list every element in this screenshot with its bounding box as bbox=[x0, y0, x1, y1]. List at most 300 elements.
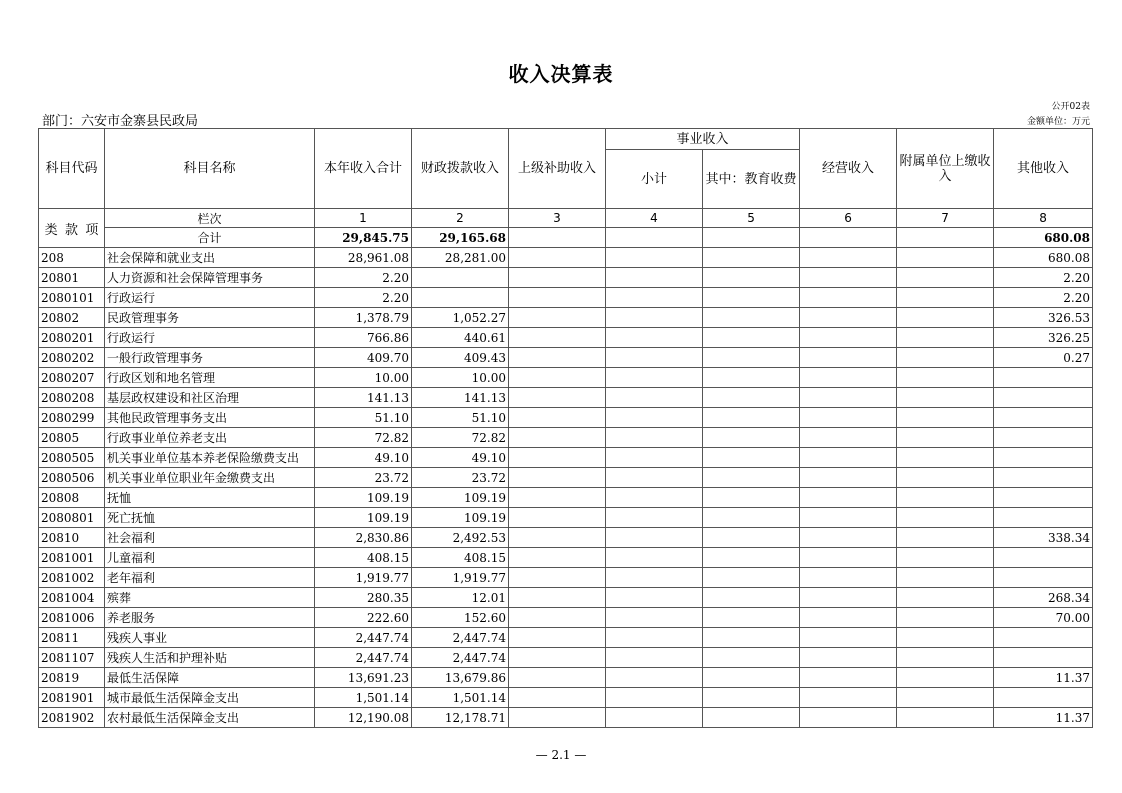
other-income-value bbox=[994, 648, 1093, 668]
empty-cell bbox=[800, 328, 897, 348]
total-income-value: 10.00 bbox=[315, 368, 412, 388]
subject-name: 行政事业单位养老支出 bbox=[105, 428, 315, 448]
other-income-value bbox=[994, 448, 1093, 468]
subject-name: 行政运行 bbox=[105, 288, 315, 308]
empty-cell bbox=[606, 328, 703, 348]
table-row bbox=[39, 468, 1093, 488]
subject-code: 20802 bbox=[39, 308, 105, 328]
total-income-value: 408.15 bbox=[315, 548, 412, 568]
empty-cell bbox=[606, 708, 703, 728]
fiscal-value: 2,447.74 bbox=[412, 648, 509, 668]
subject-name: 基层政权建设和社区治理 bbox=[105, 388, 315, 408]
empty-cell bbox=[703, 448, 800, 468]
subject-code: 2080101 bbox=[39, 288, 105, 308]
empty-cell bbox=[606, 248, 703, 268]
subject-name: 死亡抚恤 bbox=[105, 508, 315, 528]
empty-cell bbox=[703, 368, 800, 388]
empty-cell bbox=[897, 288, 994, 308]
fiscal-value: 49.10 bbox=[412, 448, 509, 468]
table-row bbox=[39, 628, 1093, 648]
lei-label: 类 bbox=[44, 222, 58, 238]
empty-cell bbox=[897, 348, 994, 368]
header-operating: 经营收入 bbox=[800, 129, 897, 209]
subject-code: 2080299 bbox=[39, 408, 105, 428]
fiscal-value: 109.19 bbox=[412, 488, 509, 508]
empty-cell bbox=[606, 368, 703, 388]
total-income-value: 109.19 bbox=[315, 508, 412, 528]
col-number: 2 bbox=[412, 209, 509, 228]
empty-cell bbox=[800, 588, 897, 608]
empty-cell bbox=[703, 588, 800, 608]
subject-code: 2080506 bbox=[39, 468, 105, 488]
subject-code: 2081902 bbox=[39, 708, 105, 728]
lei-kuan-xiang-cell bbox=[39, 209, 105, 248]
subject-name: 城市最低生活保障金支出 bbox=[105, 688, 315, 708]
header-total-income: 本年收入合计 bbox=[315, 129, 412, 209]
income-table bbox=[38, 128, 1093, 728]
empty-cell bbox=[606, 308, 703, 328]
empty-cell bbox=[606, 228, 703, 248]
empty-cell bbox=[509, 468, 606, 488]
col-number: 4 bbox=[606, 209, 703, 228]
empty-cell bbox=[800, 448, 897, 468]
other-income-value: 70.00 bbox=[994, 608, 1093, 628]
other-income-value bbox=[994, 548, 1093, 568]
empty-cell bbox=[800, 708, 897, 728]
total-income-value: 29,845.75 bbox=[315, 228, 412, 248]
col-number: 8 bbox=[994, 209, 1093, 228]
fiscal-value: 23.72 bbox=[412, 468, 509, 488]
table-row bbox=[39, 588, 1093, 608]
table-code: 公开02表 bbox=[1051, 102, 1090, 112]
table-row bbox=[39, 248, 1093, 268]
empty-cell bbox=[606, 628, 703, 648]
subject-name: 社会福利 bbox=[105, 528, 315, 548]
subject-code: 2081901 bbox=[39, 688, 105, 708]
empty-cell bbox=[703, 428, 800, 448]
table-row bbox=[39, 288, 1093, 308]
col-number: 7 bbox=[897, 209, 994, 228]
empty-cell bbox=[800, 648, 897, 668]
empty-cell bbox=[897, 328, 994, 348]
empty-cell bbox=[800, 468, 897, 488]
empty-cell bbox=[703, 548, 800, 568]
table-row bbox=[39, 688, 1093, 708]
fiscal-value: 2,447.74 bbox=[412, 628, 509, 648]
empty-cell bbox=[606, 448, 703, 468]
empty-cell bbox=[897, 528, 994, 548]
total-fiscal-value: 29,165.68 bbox=[412, 228, 509, 248]
empty-cell bbox=[800, 228, 897, 248]
empty-cell bbox=[509, 648, 606, 668]
empty-cell bbox=[800, 528, 897, 548]
empty-cell bbox=[800, 408, 897, 428]
empty-cell bbox=[897, 408, 994, 428]
total-income-value: 2,447.74 bbox=[315, 628, 412, 648]
empty-cell bbox=[606, 548, 703, 568]
lanci-label: 栏次 bbox=[105, 209, 315, 228]
subject-name: 一般行政管理事务 bbox=[105, 348, 315, 368]
total-income-value: 72.82 bbox=[315, 428, 412, 448]
other-income-value: 11.37 bbox=[994, 708, 1093, 728]
empty-cell bbox=[703, 268, 800, 288]
empty-cell bbox=[509, 588, 606, 608]
empty-cell bbox=[606, 528, 703, 548]
empty-cell bbox=[509, 268, 606, 288]
col-number: 1 bbox=[315, 209, 412, 228]
empty-cell bbox=[703, 528, 800, 548]
total-income-value: 12,190.08 bbox=[315, 708, 412, 728]
subject-name: 人力资源和社会保障管理事务 bbox=[105, 268, 315, 288]
empty-cell bbox=[509, 568, 606, 588]
subject-name: 殡葬 bbox=[105, 588, 315, 608]
empty-cell bbox=[800, 348, 897, 368]
subject-name: 行政运行 bbox=[105, 328, 315, 348]
empty-cell bbox=[897, 388, 994, 408]
empty-cell bbox=[703, 248, 800, 268]
total-income-value: 28,961.08 bbox=[315, 248, 412, 268]
empty-cell bbox=[897, 648, 994, 668]
empty-cell bbox=[606, 388, 703, 408]
subject-name: 社会保障和就业支出 bbox=[105, 248, 315, 268]
empty-cell bbox=[800, 388, 897, 408]
total-income-value: 766.86 bbox=[315, 328, 412, 348]
empty-cell bbox=[897, 628, 994, 648]
empty-cell bbox=[897, 508, 994, 528]
empty-cell bbox=[897, 428, 994, 448]
other-income-value: 268.34 bbox=[994, 588, 1093, 608]
total-income-value: 2,830.86 bbox=[315, 528, 412, 548]
empty-cell bbox=[800, 548, 897, 568]
empty-cell bbox=[800, 368, 897, 388]
empty-cell bbox=[509, 308, 606, 328]
empty-cell bbox=[703, 688, 800, 708]
empty-cell bbox=[509, 408, 606, 428]
header-subtotal: 小计 bbox=[606, 150, 703, 209]
empty-cell bbox=[897, 248, 994, 268]
empty-cell bbox=[703, 288, 800, 308]
subject-code: 20819 bbox=[39, 668, 105, 688]
empty-cell bbox=[509, 368, 606, 388]
empty-cell bbox=[897, 488, 994, 508]
subject-code: 2080801 bbox=[39, 508, 105, 528]
table-row bbox=[39, 668, 1093, 688]
table-row bbox=[39, 708, 1093, 728]
empty-cell bbox=[703, 228, 800, 248]
subject-name: 养老服务 bbox=[105, 608, 315, 628]
empty-cell bbox=[509, 388, 606, 408]
table-row bbox=[39, 508, 1093, 528]
other-income-value bbox=[994, 508, 1093, 528]
header-name: 科目名称 bbox=[105, 129, 315, 209]
other-income-value bbox=[994, 468, 1093, 488]
empty-cell bbox=[703, 408, 800, 428]
total-income-value: 23.72 bbox=[315, 468, 412, 488]
empty-cell bbox=[606, 588, 703, 608]
empty-cell bbox=[800, 268, 897, 288]
total-other-value: 680.08 bbox=[994, 228, 1093, 248]
empty-cell bbox=[509, 548, 606, 568]
empty-cell bbox=[897, 468, 994, 488]
other-income-value: 680.08 bbox=[994, 248, 1093, 268]
empty-cell bbox=[897, 448, 994, 468]
empty-cell bbox=[509, 628, 606, 648]
empty-cell bbox=[703, 648, 800, 668]
other-income-value bbox=[994, 688, 1093, 708]
table-row bbox=[39, 388, 1093, 408]
fiscal-value: 1,052.27 bbox=[412, 308, 509, 328]
empty-cell bbox=[703, 708, 800, 728]
empty-cell bbox=[800, 608, 897, 628]
empty-cell bbox=[509, 348, 606, 368]
fiscal-value: 109.19 bbox=[412, 508, 509, 528]
empty-cell bbox=[703, 568, 800, 588]
fiscal-value: 1,919.77 bbox=[412, 568, 509, 588]
subject-code: 2081107 bbox=[39, 648, 105, 668]
col-number: 5 bbox=[703, 209, 800, 228]
empty-cell bbox=[509, 708, 606, 728]
other-income-value: 2.20 bbox=[994, 288, 1093, 308]
department-label: 部门：六安市金寨县民政局 bbox=[42, 114, 199, 129]
empty-cell bbox=[606, 668, 703, 688]
empty-cell bbox=[703, 608, 800, 628]
subject-code: 20810 bbox=[39, 528, 105, 548]
empty-cell bbox=[897, 568, 994, 588]
subject-name: 残疾人生活和护理补贴 bbox=[105, 648, 315, 668]
table-row bbox=[39, 608, 1093, 628]
other-income-value: 326.53 bbox=[994, 308, 1093, 328]
empty-cell bbox=[800, 428, 897, 448]
header-superior: 上级补助收入 bbox=[509, 129, 606, 209]
subject-code: 2080208 bbox=[39, 388, 105, 408]
empty-cell bbox=[897, 588, 994, 608]
fiscal-value: 72.82 bbox=[412, 428, 509, 448]
other-income-value bbox=[994, 368, 1093, 388]
subject-name: 机关事业单位基本养老保险缴费支出 bbox=[105, 448, 315, 468]
empty-cell bbox=[509, 608, 606, 628]
empty-cell bbox=[800, 688, 897, 708]
empty-cell bbox=[509, 428, 606, 448]
fiscal-value: 28,281.00 bbox=[412, 248, 509, 268]
subject-name: 残疾人事业 bbox=[105, 628, 315, 648]
empty-cell bbox=[800, 628, 897, 648]
table-row bbox=[39, 308, 1093, 328]
empty-cell bbox=[606, 268, 703, 288]
subject-name: 民政管理事务 bbox=[105, 308, 315, 328]
empty-cell bbox=[703, 668, 800, 688]
table-row bbox=[39, 268, 1093, 288]
other-income-value: 11.37 bbox=[994, 668, 1093, 688]
empty-cell bbox=[897, 268, 994, 288]
empty-cell bbox=[703, 468, 800, 488]
other-income-value: 0.27 bbox=[994, 348, 1093, 368]
total-income-value: 49.10 bbox=[315, 448, 412, 468]
empty-cell bbox=[509, 288, 606, 308]
fiscal-value: 409.43 bbox=[412, 348, 509, 368]
fiscal-value: 1,501.14 bbox=[412, 688, 509, 708]
subject-code: 20811 bbox=[39, 628, 105, 648]
other-income-value bbox=[994, 388, 1093, 408]
table-row bbox=[39, 348, 1093, 368]
subject-code: 2081002 bbox=[39, 568, 105, 588]
other-income-value bbox=[994, 568, 1093, 588]
subject-name: 机关事业单位职业年金缴费支出 bbox=[105, 468, 315, 488]
empty-cell bbox=[606, 348, 703, 368]
subject-name: 抚恤 bbox=[105, 488, 315, 508]
table-row bbox=[39, 548, 1093, 568]
header-education: 其中：教育收费 bbox=[703, 150, 800, 209]
empty-cell bbox=[703, 628, 800, 648]
subject-code: 2080207 bbox=[39, 368, 105, 388]
empty-cell bbox=[897, 708, 994, 728]
xiang-label: 项 bbox=[85, 222, 99, 238]
empty-cell bbox=[606, 608, 703, 628]
empty-cell bbox=[703, 388, 800, 408]
empty-cell bbox=[703, 508, 800, 528]
empty-cell bbox=[897, 228, 994, 248]
total-income-value: 141.13 bbox=[315, 388, 412, 408]
table-row bbox=[39, 448, 1093, 468]
unit-label: 金额单位：万元 bbox=[1026, 117, 1090, 127]
page-number: — 2.1 — bbox=[535, 748, 587, 762]
fiscal-value: 152.60 bbox=[412, 608, 509, 628]
empty-cell bbox=[800, 488, 897, 508]
subject-code: 2081004 bbox=[39, 588, 105, 608]
total-income-value: 13,691.23 bbox=[315, 668, 412, 688]
col-number: 3 bbox=[509, 209, 606, 228]
empty-cell bbox=[606, 568, 703, 588]
subject-code: 2081001 bbox=[39, 548, 105, 568]
page-title: 收入决算表 bbox=[508, 62, 614, 86]
fiscal-value: 408.15 bbox=[412, 548, 509, 568]
empty-cell bbox=[800, 288, 897, 308]
empty-cell bbox=[606, 408, 703, 428]
total-income-value: 280.35 bbox=[315, 588, 412, 608]
header-affiliated: 附属单位上缴收入 bbox=[897, 129, 994, 209]
empty-cell bbox=[703, 488, 800, 508]
fiscal-value: 2,492.53 bbox=[412, 528, 509, 548]
other-income-value bbox=[994, 408, 1093, 428]
fiscal-value: 13,679.86 bbox=[412, 668, 509, 688]
empty-cell bbox=[897, 608, 994, 628]
other-income-value bbox=[994, 488, 1093, 508]
empty-cell bbox=[509, 508, 606, 528]
total-income-value: 1,919.77 bbox=[315, 568, 412, 588]
empty-cell bbox=[509, 688, 606, 708]
empty-cell bbox=[800, 668, 897, 688]
empty-cell bbox=[509, 668, 606, 688]
other-income-value: 326.25 bbox=[994, 328, 1093, 348]
subject-name: 老年福利 bbox=[105, 568, 315, 588]
total-income-value: 51.10 bbox=[315, 408, 412, 428]
empty-cell bbox=[606, 488, 703, 508]
table-row bbox=[39, 428, 1093, 448]
table-row bbox=[39, 368, 1093, 388]
other-income-value: 338.34 bbox=[994, 528, 1093, 548]
table-row bbox=[39, 328, 1093, 348]
empty-cell bbox=[897, 548, 994, 568]
empty-cell bbox=[703, 308, 800, 328]
empty-cell bbox=[897, 688, 994, 708]
fiscal-value: 10.00 bbox=[412, 368, 509, 388]
subject-code: 20808 bbox=[39, 488, 105, 508]
subject-code: 208 bbox=[39, 248, 105, 268]
fiscal-value: 440.61 bbox=[412, 328, 509, 348]
subject-code: 2080201 bbox=[39, 328, 105, 348]
other-income-value: 2.20 bbox=[994, 268, 1093, 288]
total-row bbox=[39, 228, 1093, 248]
fiscal-value: 12.01 bbox=[412, 588, 509, 608]
header-business: 事业收入 bbox=[606, 129, 800, 150]
total-income-value: 1,501.14 bbox=[315, 688, 412, 708]
table-row bbox=[39, 568, 1093, 588]
subject-name: 其他民政管理事务支出 bbox=[105, 408, 315, 428]
empty-cell bbox=[509, 248, 606, 268]
total-income-value: 2,447.74 bbox=[315, 648, 412, 668]
header-fiscal: 财政拨款收入 bbox=[412, 129, 509, 209]
fiscal-value bbox=[412, 288, 509, 308]
subject-code: 2080505 bbox=[39, 448, 105, 468]
empty-cell bbox=[509, 448, 606, 468]
empty-cell bbox=[606, 648, 703, 668]
empty-cell bbox=[897, 308, 994, 328]
empty-cell bbox=[897, 668, 994, 688]
empty-cell bbox=[509, 488, 606, 508]
kuan-label: 款 bbox=[64, 222, 78, 238]
subject-code: 20801 bbox=[39, 268, 105, 288]
empty-cell bbox=[703, 348, 800, 368]
empty-cell bbox=[509, 328, 606, 348]
header-code: 科目代码 bbox=[39, 129, 105, 209]
empty-cell bbox=[703, 328, 800, 348]
empty-cell bbox=[509, 228, 606, 248]
empty-cell bbox=[897, 368, 994, 388]
empty-cell bbox=[606, 468, 703, 488]
table-row bbox=[39, 528, 1093, 548]
fiscal-value: 141.13 bbox=[412, 388, 509, 408]
fiscal-value bbox=[412, 268, 509, 288]
total-income-value: 2.20 bbox=[315, 288, 412, 308]
total-income-value: 222.60 bbox=[315, 608, 412, 628]
fiscal-value: 51.10 bbox=[412, 408, 509, 428]
subject-name: 农村最低生活保障金支出 bbox=[105, 708, 315, 728]
table-row bbox=[39, 408, 1093, 428]
other-income-value bbox=[994, 628, 1093, 648]
table-row bbox=[39, 648, 1093, 668]
header-other: 其他收入 bbox=[994, 129, 1093, 209]
empty-cell bbox=[606, 428, 703, 448]
total-income-value: 409.70 bbox=[315, 348, 412, 368]
subject-code: 20805 bbox=[39, 428, 105, 448]
table-row bbox=[39, 488, 1093, 508]
empty-cell bbox=[800, 248, 897, 268]
col-number: 6 bbox=[800, 209, 897, 228]
empty-cell bbox=[606, 508, 703, 528]
subject-name: 行政区划和地名管理 bbox=[105, 368, 315, 388]
empty-cell bbox=[606, 688, 703, 708]
subject-name: 最低生活保障 bbox=[105, 668, 315, 688]
fiscal-value: 12,178.71 bbox=[412, 708, 509, 728]
subject-name: 儿童福利 bbox=[105, 548, 315, 568]
empty-cell bbox=[800, 568, 897, 588]
total-income-value: 2.20 bbox=[315, 268, 412, 288]
empty-cell bbox=[800, 308, 897, 328]
total-income-value: 109.19 bbox=[315, 488, 412, 508]
table-body bbox=[39, 209, 1093, 728]
other-income-value bbox=[994, 428, 1093, 448]
total-income-value: 1,378.79 bbox=[315, 308, 412, 328]
subject-code: 2080202 bbox=[39, 348, 105, 368]
